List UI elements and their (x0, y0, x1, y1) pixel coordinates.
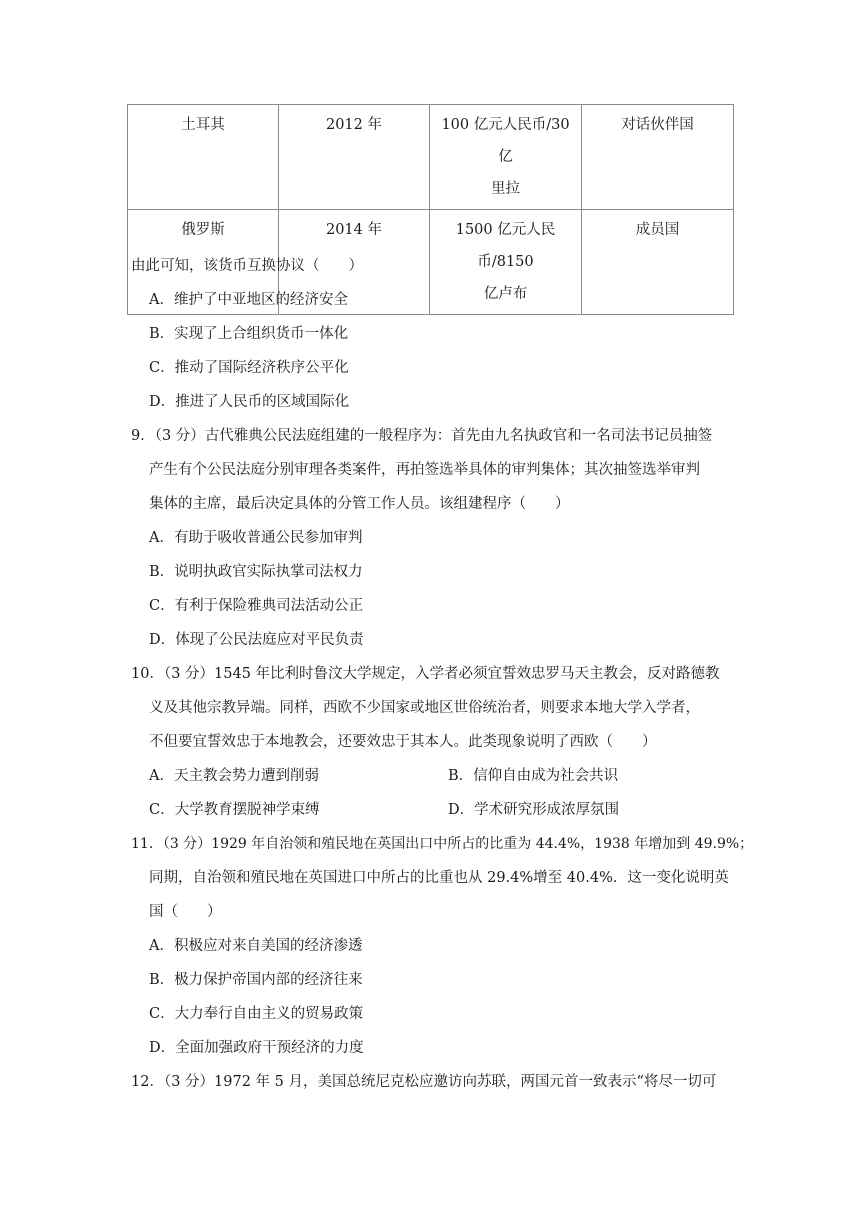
q10-stem-line-1: 10．（3 分）1545 年比利时鲁汶大学规定，入学者必须宜誓效忠罗马天主教会，反对路德教 (131, 666, 720, 682)
currency-swap-table (127, 104, 734, 315)
q8-option-b: B．实现了上合组织货币一体化 (149, 326, 349, 342)
q10-option-d: D．学术研究形成浓厚氛围 (448, 802, 620, 818)
q9-option-d: D．体现了公民法庭应对平民负责 (149, 632, 364, 648)
q10-stem-line-2: 义及其他宗教异端。同样，西欧不少国家或地区世俗统治者，则要求本地大学入学者， (149, 700, 700, 716)
table-cell-status: 对话伙伴国 (582, 105, 734, 210)
q11-option-d: D．全面加强政府干预经济的力度 (149, 1040, 364, 1056)
q9-option-c: C．有利于保险雅典司法活动公正 (149, 598, 364, 614)
table-row (128, 105, 734, 210)
q9-option-b: B．说明执政官实际执掌司法权力 (149, 564, 363, 580)
q8-stem: 由此可知，该货币互换协议（ ） (131, 258, 363, 274)
table-cell-year: 2012 年 (279, 105, 430, 210)
q9-option-a: A．有助于吸收普通公民参加审判 (149, 530, 363, 546)
q9-stem-line-3: 集体的主席，最后决定具体的分管工作人员。该组建程序（ ） (149, 496, 570, 512)
table-cell-amount (430, 210, 582, 315)
q11-option-b: B．极力保护帝国内部的经济往来 (149, 972, 363, 988)
q9-stem-line-1: 9．（3 分）古代雅典公民法庭组建的一般程序为：首先由九名执政官和一名司法书记员抽签 (131, 428, 713, 444)
q10-option-b: B．信仰自由成为社会共识 (448, 768, 619, 784)
table-cell-country: 俄罗斯 (128, 210, 279, 315)
q11-option-a: A．积极应对来自美国的经济渗透 (149, 938, 363, 954)
q10-option-a: A．天主教会势力遭到削弱 (149, 768, 319, 784)
table-cell-status: 成员国 (582, 210, 734, 315)
q11-stem-line-1: 11．（3 分）1929 年自治领和殖民地在英国出口中所占的比重为 44.4%，1938 年增加到 49.9%； (131, 836, 754, 852)
q10-option-c: C．大学教育摆脱神学束缚 (149, 802, 320, 818)
amount-line-2: 亿卢布 (483, 286, 528, 302)
q11-option-c: C．大力奉行自由主义的贸易政策 (149, 1006, 364, 1022)
amount-line-1: 100 亿元人民币/30 亿 (441, 117, 570, 165)
q11-stem-line-2: 同期，自治领和殖民地在英国进口中所占的比重也从 29.4%增至 40.4%．这一变化说明英 (149, 870, 729, 886)
table-cell-country: 土耳其 (128, 105, 279, 210)
q9-stem-line-2: 产生有个公民法庭分别审理各类案件，再拍签选举具体的审判集体；其次抽签选举审判 (149, 462, 700, 478)
q8-option-d: D．推进了人民币的区域国际化 (149, 394, 350, 410)
table-cell-amount (430, 105, 582, 210)
q12-stem-line-1: 12．（3 分）1972 年 5 月，美国总统尼克松应邀访向苏联，两国元首一致表示“将尽一切可 (131, 1074, 717, 1090)
q10-stem-line-3: 不但要宜誓效忠于本地教会，还要效忠于其本人。此类现象说明了西欧（ ） (149, 734, 657, 750)
q8-option-a: A．维护了中亚地区的经济安全 (149, 292, 348, 308)
table-cell-year: 2014 年 (279, 210, 430, 315)
q8-option-c: C．推动了国际经济秩序公平化 (149, 360, 349, 376)
q11-stem-line-3: 国（ ） (149, 904, 222, 920)
amount-line-1: 1500 亿元人民币/8150 (455, 222, 556, 270)
amount-line-2: 里拉 (491, 181, 520, 197)
